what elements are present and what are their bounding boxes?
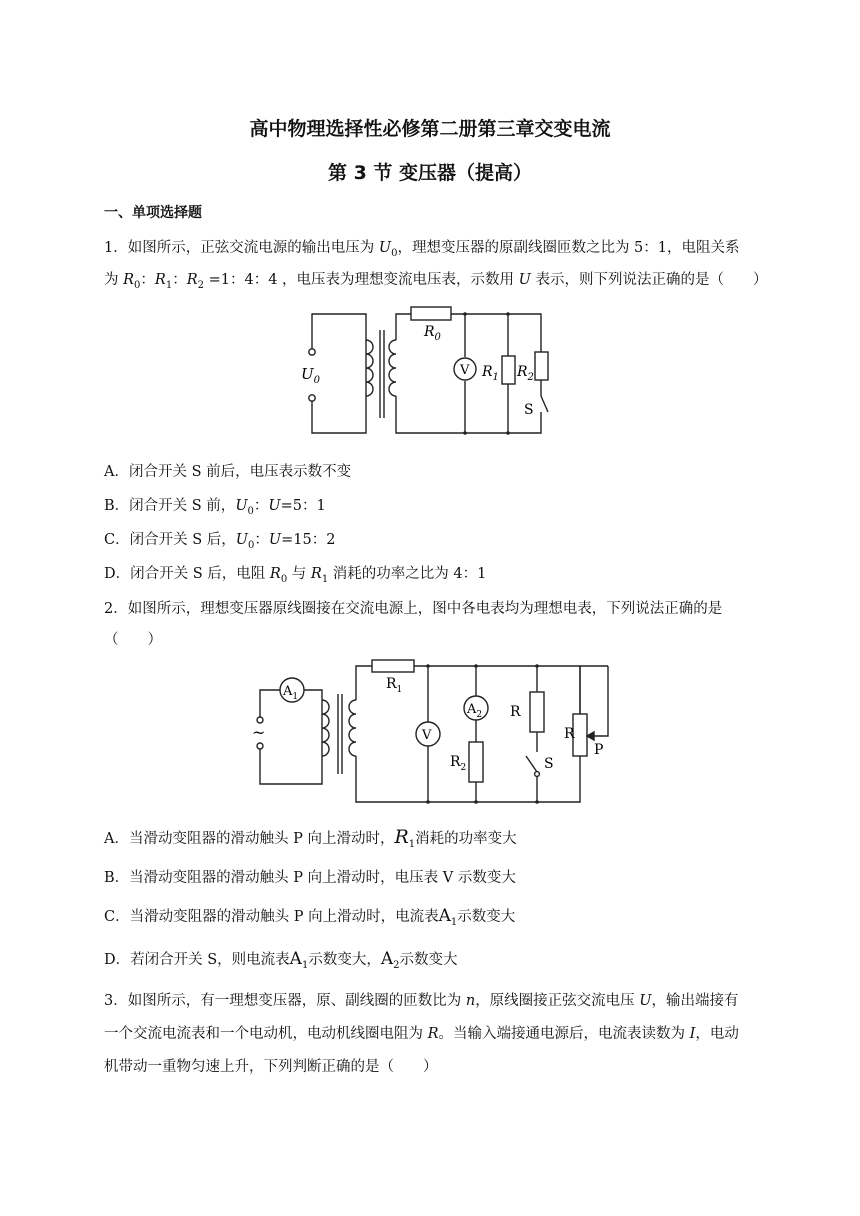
fig1-label-u0: $U_0$ <box>301 365 321 386</box>
q2-circuit-diagram <box>250 658 612 810</box>
fig1-label-r0: $R_0$ <box>424 324 441 343</box>
q1-circuit-diagram <box>296 300 566 442</box>
fig2-label-r: R <box>510 704 521 720</box>
q1-option-c: C．闭合开关 S 后，$U_0$：U=15：2 <box>104 532 336 551</box>
q2-option-b: B．当滑动变阻器的滑动触头 P 向上滑动时，电压表 V 示数变大 <box>104 870 516 886</box>
fig2-label-s: S <box>544 756 554 772</box>
q1-stem-line-2: 为 $R_0$：$R_1$：$R_2 =1$：4：4 ，电压表为理想变流电压表，示数用 U 表示，则下列说法正确的是（ ） <box>104 272 768 291</box>
document-subtitle: 第 3 节 变压器（提高） <box>327 162 533 184</box>
q3-stem-line-1: 3．如图所示，有一理想变压器，原、副线圈的匝数比为 n，原线圈接正弦交流电压 U，输出端接有 <box>104 993 739 1009</box>
fig1-label-r1: $R_1$ <box>482 364 499 383</box>
q2-stem-line-2: （ ） <box>104 632 162 648</box>
fig2-ac-source-symbol: ~ <box>252 723 266 742</box>
q3-stem-line-2: 一个交流电流表和一个电动机，电动机线圈电阻为 R。当输入端接通电源后，电流表读数为 I，电动 <box>104 1026 739 1042</box>
fig2-label-r1: $R_1$ <box>386 676 403 695</box>
fig2-label-a1: $A_1$ <box>283 684 299 702</box>
q2-option-c: C．当滑动变阻器的滑动触头 P 向上滑动时，电流表$A_1$示数变大 <box>104 906 516 928</box>
fig1-label-s: S <box>524 402 534 418</box>
fig1-label-r2: $R_2$ <box>517 364 534 383</box>
q1-option-d: D．闭合开关 S 后，电阻 $R_0$ 与 $R_1$ 消耗的功率之比为 4：1 <box>104 566 487 585</box>
fig2-label-r2: $R_2$ <box>450 754 467 773</box>
fig1-voltmeter-label: V <box>460 363 470 378</box>
q2-option-a: A．当滑动变阻器的滑动触头 P 向上滑动时，$R_1$消耗的功率变大 <box>104 826 517 850</box>
section-heading: 一、单项选择题 <box>104 205 202 221</box>
fig2-label-a2: $A_2$ <box>467 702 483 720</box>
fig2-voltmeter-label: V <box>422 728 432 743</box>
document-title: 高中物理选择性必修第二册第三章交变电流 <box>249 118 611 140</box>
fig2-label-p: P <box>594 742 604 758</box>
q1-option-b: B．闭合开关 S 前，$U_0$：U=5：1 <box>104 498 326 517</box>
q3-stem-line-3: 机带动一重物匀速上升，下列判断正确的是（ ） <box>104 1059 438 1075</box>
q1-option-a: A．闭合开关 S 前后，电压表示数不变 <box>104 464 352 480</box>
q1-stem-line-1: 1．如图所示，正弦交流电源的输出电压为 $U_0$，理想变压器的原副线圈匝数之比为 5：1，电阻关系 <box>104 240 740 259</box>
q2-stem-line-1: 2．如图所示，理想变压器原线圈接在交流电源上，图中各电表均为理想电表，下列说法正确的是 <box>104 601 723 617</box>
q2-option-d: D．若闭合开关 S，则电流表$A_1$示数变大，$A_2$示数变大 <box>104 949 458 971</box>
fig2-label-rheostat: R <box>564 726 575 742</box>
